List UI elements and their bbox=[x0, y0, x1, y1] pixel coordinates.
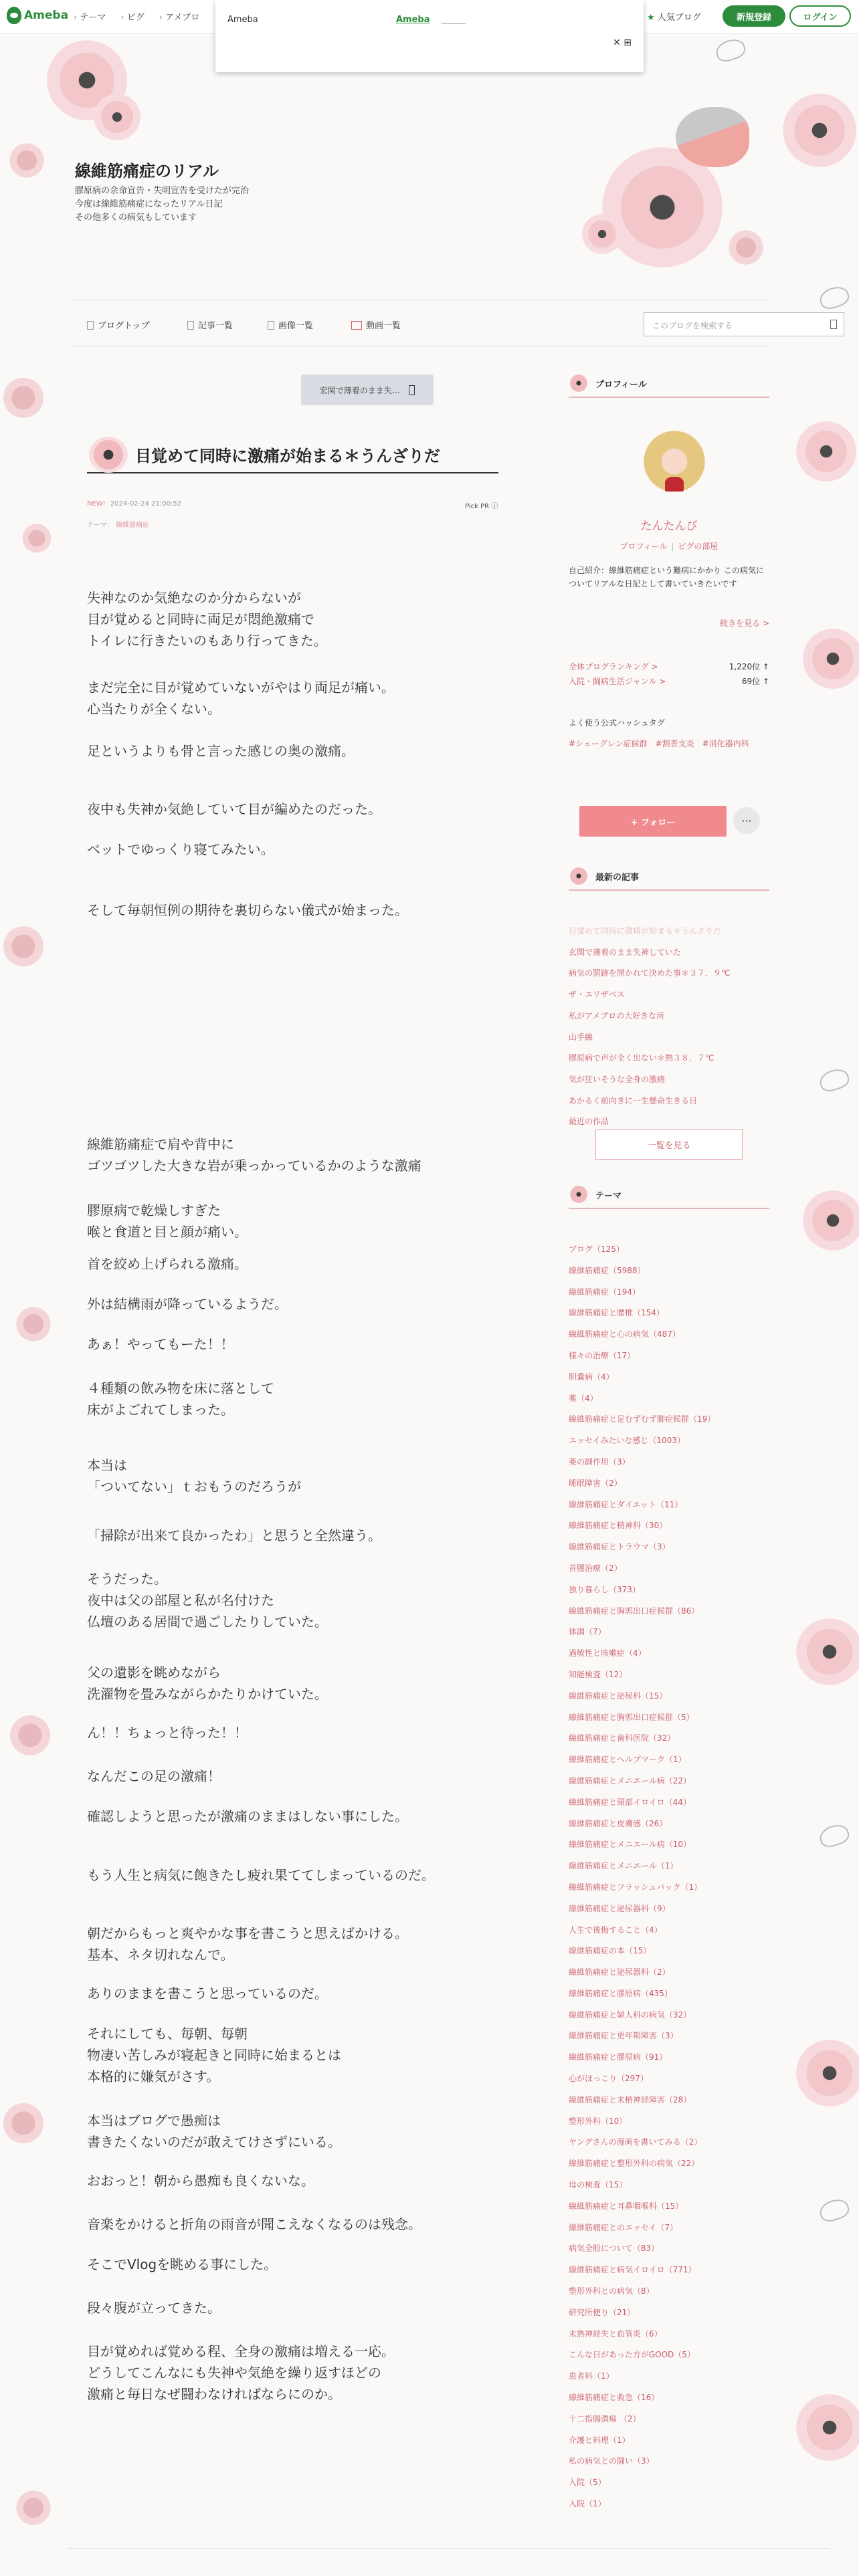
profile-name[interactable]: たんたんび bbox=[640, 520, 698, 533]
ad-brand: Ameba bbox=[227, 15, 258, 25]
theme-item[interactable]: 心がほっこり（297） bbox=[569, 2074, 648, 2084]
theme-item[interactable]: 母の検査（15） bbox=[569, 2180, 628, 2190]
theme-item[interactable]: 線維筋痛症と救急（16） bbox=[569, 2393, 660, 2403]
paragraph: 本当はブログで愚痴は 書きたくないのだが敢えてけさずにいる。 bbox=[87, 2113, 341, 2150]
recent-entry[interactable]: ザ・エリザベス bbox=[569, 990, 625, 1000]
article-header bbox=[87, 433, 498, 473]
login-button[interactable]: ログイン bbox=[789, 5, 851, 27]
flower-icon bbox=[569, 1184, 589, 1204]
theme-item[interactable]: 入院（1） bbox=[569, 2499, 606, 2509]
theme-item[interactable]: 薬の副作用（3） bbox=[569, 1457, 630, 1467]
ranking-overall[interactable]: 全体ブログランキング > 1,220位 ↑ bbox=[569, 662, 769, 671]
theme-item[interactable]: 線維筋痛症とメニエール病（22） bbox=[569, 1776, 692, 1786]
ad-popup bbox=[215, 0, 644, 72]
article-title[interactable]: 目覚めて同時に激痛が始まる＊うんざりだ bbox=[135, 447, 440, 465]
paragraph: 首を絞め上げられる激痛。 bbox=[87, 1256, 248, 1272]
theme-item[interactable]: 人生で後悔すること（4） bbox=[569, 1925, 662, 1935]
recent-entry[interactable]: 気が狂いそうな全身の激痛 bbox=[569, 1074, 666, 1084]
theme-item[interactable]: 線維筋痛症（5988） bbox=[569, 1265, 646, 1275]
paragraph: あぁ！やってもーた！！ bbox=[87, 1336, 234, 1352]
theme-item[interactable]: 様々の治療（17） bbox=[569, 1350, 636, 1360]
recent-entry[interactable]: 山手線 bbox=[569, 1032, 593, 1042]
theme-item[interactable]: 十二指腸潰瘍 （2） bbox=[569, 2413, 641, 2424]
ad-close-icon[interactable]: ✕ ⊞ bbox=[613, 37, 632, 48]
theme-item[interactable]: 線維筋痛症と末梢神経障害（28） bbox=[569, 2095, 692, 2105]
article-theme: テーマ： 線維筋痛症 bbox=[87, 522, 150, 529]
theme-item[interactable]: 線維筋痛症（194） bbox=[569, 1287, 640, 1297]
profile-links: プロフィール | ピグの部屋 bbox=[619, 542, 719, 551]
theme-item[interactable]: 線維筋痛症と皮膚感（26） bbox=[569, 1818, 668, 1828]
theme-item[interactable]: 線維筋痛症と泌尿器科（2） bbox=[569, 1967, 670, 1977]
theme-heading: テーマ bbox=[569, 1182, 769, 1209]
theme-item[interactable]: 独り暮らし（373） bbox=[569, 1584, 640, 1594]
theme-item[interactable]: エッセイみたいな感じ（1003） bbox=[569, 1436, 685, 1446]
recent-entry[interactable]: 膠原病で声が全く出ない＊熱３８．７℃ bbox=[569, 1053, 714, 1063]
theme-item[interactable]: 線維筋痛症と婦人科の病気（32） bbox=[569, 2010, 692, 2020]
theme-item[interactable]: 線維筋痛症と心の病気（487） bbox=[569, 1329, 680, 1339]
theme-item[interactable]: 私の病気との闘い（3） bbox=[569, 2456, 654, 2466]
search-icon[interactable] bbox=[830, 320, 837, 329]
paragraph: なんだこの足の激痛！ bbox=[87, 1768, 221, 1784]
theme-item[interactable]: 線維筋痛症と胸郭出口症候群（5） bbox=[569, 1712, 694, 1722]
hashtag-list[interactable]: #シェーグレン症候群 #割普支炎 #消化器内科 bbox=[569, 739, 749, 748]
theme-item[interactable]: 整形外科との病気（8） bbox=[569, 2286, 654, 2296]
paragraph: まだ完全に目が覚めていないがやはり両足が痛い。 心当たりが全くない。 bbox=[87, 679, 395, 717]
tab-entry-list[interactable]: 記事一覧 bbox=[187, 318, 233, 331]
paragraph: 段々腹が立ってきた。 bbox=[87, 2300, 221, 2316]
theme-item[interactable]: 整形外科（10） bbox=[569, 2116, 628, 2126]
profile-description: 自己紹介：線維筋痛症という難病にかかり この病気についてリアルな日記として書いていきたいです bbox=[569, 566, 764, 588]
paragraph: 音楽をかけると折角の雨音が聞こえなくなるのは残念。 bbox=[87, 2216, 421, 2232]
theme-item[interactable]: 入院（5） bbox=[569, 2478, 606, 2488]
theme-item[interactable]: 線維筋痛症と歯科医院（32） bbox=[569, 1733, 676, 1743]
theme-item[interactable]: 薬（4） bbox=[569, 1393, 598, 1403]
nav-theme[interactable]: › テーマ bbox=[74, 10, 106, 23]
flower-icon bbox=[569, 373, 589, 393]
theme-item[interactable]: 線維筋痛症と足むずむず脚症候群（19） bbox=[569, 1414, 716, 1424]
global-nav bbox=[74, 10, 199, 23]
tab-video-list[interactable]: 動画一覧 bbox=[351, 318, 401, 331]
recent-entry[interactable]: 最近の作品 bbox=[569, 1117, 609, 1127]
recent-entry[interactable]: 病気の罰跡を開かれて決めた事＊３７．９℃ bbox=[569, 968, 731, 978]
ameba-logo[interactable]: Ameba bbox=[7, 7, 68, 24]
paragraph: もう人生と病気に飽きたし疲れ果ててしまっているのだ。 bbox=[87, 1867, 435, 1883]
theme-item[interactable]: 線維筋痛症と泌尿科（15） bbox=[569, 1691, 668, 1701]
theme-item[interactable]: 線維筋痛症と更年期障害（3） bbox=[569, 2031, 678, 2041]
blog-nav bbox=[74, 300, 769, 346]
theme-item[interactable]: 線維筋痛症と精神科（30） bbox=[569, 1521, 668, 1531]
nav-ameblo[interactable]: › アメブロ bbox=[159, 10, 200, 23]
profile-heading: プロフィール bbox=[569, 371, 769, 398]
avatar[interactable] bbox=[642, 425, 706, 492]
paragraph: 足というよりも骨と言った感じの奥の激痛。 bbox=[87, 743, 355, 759]
paragraph: 目が覚めれば覚める程、全身の激痛は増える一応。 どうしてこんなにも失神や気絶を繰り返すほどの 激痛と毎日なぜ闘わなければならにのか。 bbox=[87, 2343, 395, 2402]
theme-item[interactable]: ヤングさんの漫画を書いてみる（2） bbox=[569, 2137, 702, 2147]
paragraph: 外は結構雨が降っているようだ。 bbox=[87, 1296, 288, 1312]
paragraph: おおっと！朝から愚痴も良くないな。 bbox=[87, 2173, 314, 2189]
theme-item[interactable]: 体調（7） bbox=[569, 1627, 606, 1637]
theme-item[interactable]: 線維筋痛症とメニエール病（10） bbox=[569, 1840, 692, 1850]
theme-item[interactable]: 研究所便り（21） bbox=[569, 2307, 636, 2317]
paragraph: それにしても、毎朝、毎朝 物凄い苦しみが寝起きと同時に始まるとは 本格的に嫌気がさす。 bbox=[87, 2026, 341, 2084]
ad-link-underline[interactable] bbox=[442, 15, 466, 24]
theme-item[interactable]: 過敏性と咳嗽症（4） bbox=[569, 1648, 646, 1658]
theme-item[interactable]: 線維筋痛症と耳鼻咽喉科（15） bbox=[569, 2201, 684, 2211]
paragraph: そこでVlogを眺める事にした。 bbox=[87, 2256, 278, 2272]
theme-item[interactable]: 線維筋痛症と頸部イロイロ（44） bbox=[569, 1797, 691, 1807]
image-icon bbox=[268, 321, 274, 330]
paragraph: 確認しようと思ったが激痛のままはしない事にした。 bbox=[87, 1808, 408, 1824]
paragraph: そして毎朝恒例の期待を裏切らない儀式が始まった。 bbox=[87, 902, 408, 918]
register-button[interactable]: 新規登録 bbox=[723, 5, 785, 27]
new-badge: NEW! bbox=[87, 500, 106, 508]
profile-link[interactable]: プロフィール bbox=[619, 542, 668, 551]
flower-icon bbox=[89, 437, 128, 473]
theme-item[interactable]: 知能検査（12） bbox=[569, 1669, 628, 1679]
theme-item[interactable]: 患者料（1） bbox=[569, 2371, 614, 2381]
popular-blogs-link[interactable]: ★ 人気ブログ bbox=[647, 10, 701, 23]
ad-link[interactable]: Ameba bbox=[396, 15, 430, 25]
blog-search-input[interactable]: このブログを検索する bbox=[644, 312, 844, 336]
paragraph: ん！！ちょっと待った！！ bbox=[87, 1725, 248, 1741]
paragraph: ４種類の飲み物を床に落として 床がよごれてしまった。 bbox=[87, 1380, 274, 1418]
recent-entries bbox=[569, 921, 769, 1133]
tab-image-list[interactable]: 画像一覧 bbox=[268, 318, 313, 331]
follow-button[interactable]: + フォロー bbox=[579, 806, 727, 837]
theme-item[interactable]: 未熟神経失と血管炎（6） bbox=[569, 2329, 662, 2339]
recent-entry[interactable]: 玄関で薄着のまま失神していた bbox=[569, 947, 682, 957]
theme-item[interactable]: 病気全般について（83） bbox=[569, 2244, 660, 2254]
theme-item[interactable]: 線維筋痛症と病気イロイロ（771） bbox=[569, 2265, 696, 2275]
theme-list bbox=[569, 1239, 769, 2515]
theme-item[interactable]: 線維筋痛症と膠原病（435） bbox=[569, 1988, 672, 1998]
theme-item[interactable]: 線維筋痛症とトラウマ（3） bbox=[569, 1542, 670, 1552]
theme-item[interactable]: 線維筋痛症とダイエット（11） bbox=[569, 1499, 683, 1509]
view-all-button[interactable]: 一覧を見る bbox=[595, 1129, 743, 1160]
hashtag-heading: よく使う公式ハッシュタグ bbox=[569, 718, 665, 728]
nav-pigg[interactable]: › ピグ bbox=[120, 10, 144, 23]
theme-item[interactable]: 介護と料理（1） bbox=[569, 2435, 630, 2445]
page-icon bbox=[187, 321, 194, 330]
theme-item[interactable]: 線維筋痛症と泌尿器科（9） bbox=[569, 1903, 670, 1913]
previous-entry-pill[interactable]: 宏関で薄着のまま失... bbox=[301, 374, 434, 405]
theme-item[interactable]: こんな日があった方がGOOD（5） bbox=[569, 2350, 695, 2360]
paragraph: ありのままを書こうと思っているのだ。 bbox=[87, 1985, 328, 2002]
blog-title[interactable]: 線維筋痛症のリアル bbox=[75, 162, 219, 181]
recent-entry[interactable]: 私がアメブロの大好きな所 bbox=[569, 1010, 665, 1021]
bird-illustration bbox=[676, 107, 749, 167]
paragraph: 夜中も失神か気絶していて目が編めたのだった。 bbox=[87, 801, 381, 817]
blog-description: 膠原病の余命宣告・失明宣告を受けたが完治 今度は線維筋痛症になったリアル日記 その他多くの病気もしています bbox=[75, 186, 250, 223]
theme-item[interactable]: 線維筋痛症と膠原病（91） bbox=[569, 2052, 668, 2062]
paragraph: ベットでゆっくり寝てみたい。 bbox=[87, 841, 274, 857]
paragraph: 膠原病で乾燥しすぎた 喉と食道と目と顔が痛い。 bbox=[87, 1202, 248, 1240]
ameba-logo-icon bbox=[7, 7, 21, 24]
paragraph: 朝だからもっと爽やかな事を書こうと思えばかける。 基本、ネタ切れなんで。 bbox=[87, 1925, 408, 1963]
page-icon bbox=[87, 321, 94, 330]
video-icon bbox=[351, 321, 362, 330]
pick-pr-label[interactable]: Pick PR ⓘ bbox=[465, 503, 498, 510]
theme-item[interactable]: ブログ（125） bbox=[569, 1245, 624, 1254]
theme-item[interactable]: 線維筋痛症とメニエール（1） bbox=[569, 1861, 678, 1871]
theme-item[interactable]: 睡眠障害（2） bbox=[569, 1478, 622, 1488]
page-divider bbox=[67, 2548, 830, 2549]
recent-entry[interactable]: あかるく前向きに一生懸命生きる日 bbox=[569, 1095, 698, 1105]
paragraph: 父の遺影を眺めながら 洗濯物を畳みながらかたりかけていた。 bbox=[87, 1665, 328, 1702]
paragraph: 本当は 「ついてない」ｔおもうのだろうが bbox=[87, 1457, 301, 1495]
profile-more-link[interactable]: 続きを見る > bbox=[720, 619, 769, 628]
paragraph: 「掃除が出来て良かったわ」と思うと全然違う。 bbox=[87, 1527, 381, 1543]
recent-entry[interactable]: 目覚めて同時に激痛が始まる＊うんざりだ bbox=[569, 926, 722, 936]
theme-item[interactable]: 首腰治療（2） bbox=[569, 1563, 622, 1573]
theme-item[interactable]: 線維筋痛症と腰椎（154） bbox=[569, 1308, 664, 1318]
tab-blog-top[interactable]: ブログトップ bbox=[87, 318, 150, 331]
article-date: NEW! 2024-02-24 21:00:52 bbox=[87, 500, 182, 508]
theme-item[interactable]: 胆嚢病（4） bbox=[569, 1372, 614, 1382]
bookmark-icon bbox=[409, 385, 415, 395]
theme-item[interactable]: 線維筋痛症と整形外科の病気（22） bbox=[569, 2159, 700, 2169]
more-options-button[interactable]: ··· bbox=[733, 807, 760, 834]
theme-item[interactable]: 線維筋痛症とヘルプマーク（1） bbox=[569, 1755, 686, 1765]
theme-item[interactable]: 線維筋痛症とのエッセイ（7） bbox=[569, 2222, 678, 2232]
theme-link[interactable]: 線維筋痛症 bbox=[116, 522, 150, 529]
paragraph: 線維筋痛症で肩や背中に ゴツゴツした大きな岩が乗っかっているかのような激痛 bbox=[87, 1136, 421, 1174]
recent-heading: 最新の記事 bbox=[569, 864, 769, 891]
flower-icon bbox=[569, 866, 589, 886]
theme-item[interactable]: 線維筋痛症と胸郭出口症候群（86） bbox=[569, 1606, 700, 1616]
paragraph: そうだった。 夜中は父の部屋と私が名付けた 仏壇のある居間で過ごしたりしていた。 bbox=[87, 1571, 328, 1630]
ranking-genre[interactable]: 入院・闘病生活ジャンル > 69位 ↑ bbox=[569, 677, 769, 686]
theme-item[interactable]: 線維筋痛症の本（15） bbox=[569, 1946, 652, 1956]
pigg-room-link[interactable]: ピグの部屋 bbox=[678, 542, 719, 551]
theme-item[interactable]: 線維筋痛症とフラッシュバック（1） bbox=[569, 1882, 702, 1892]
paragraph: 失神なのか気絶なのか分からないが 目が覚めると同時に両足が悶絶激痛で トイレに行きたいのもあり行ってきた。 bbox=[87, 590, 327, 649]
